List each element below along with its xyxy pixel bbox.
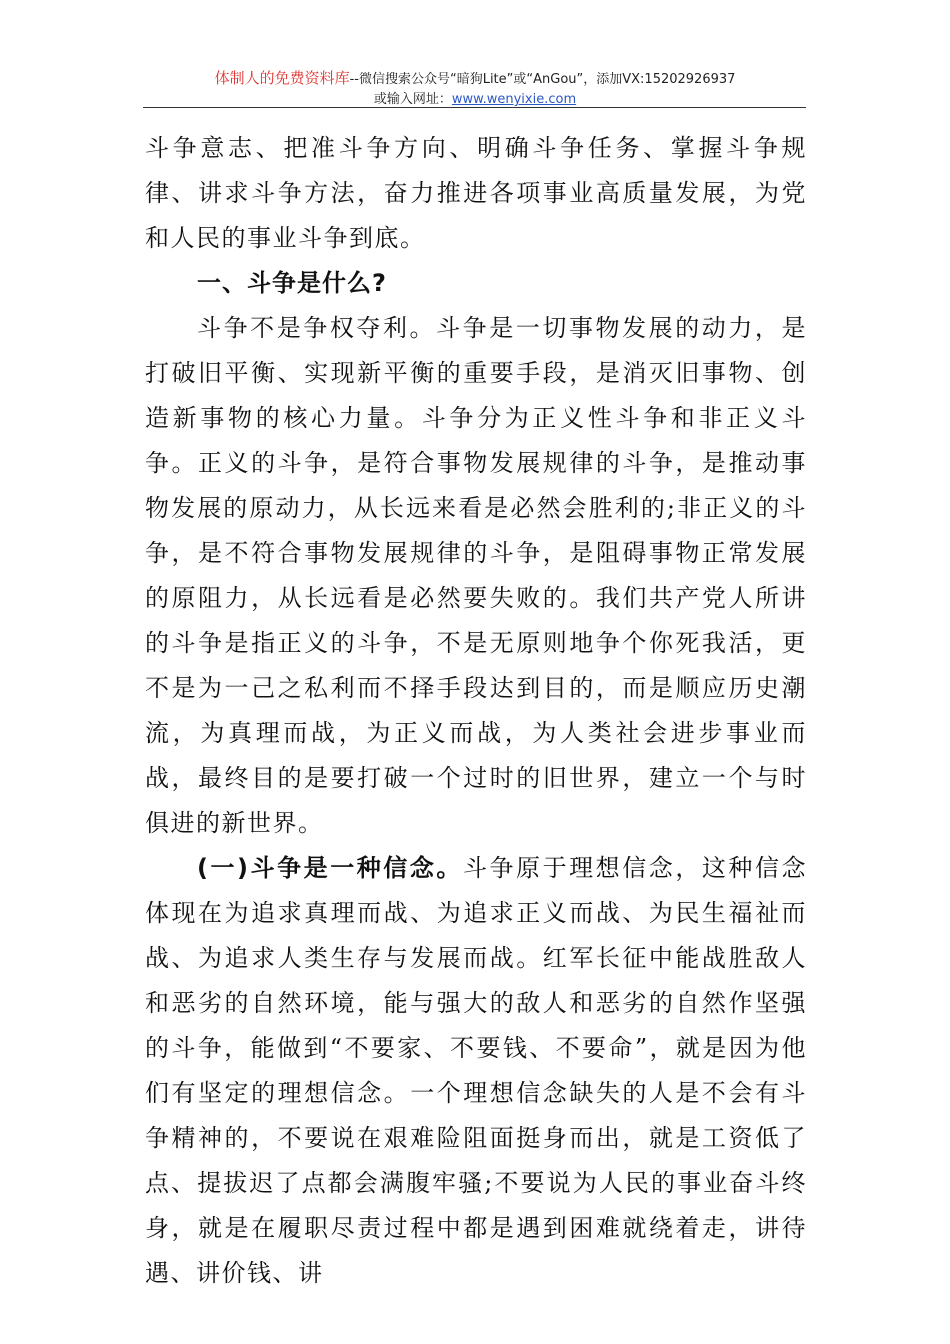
paragraph-3 <box>145 846 807 1296</box>
header-info: --微信搜索公众号“暗狗Lite”或“AnGou”，添加VX:15202926937 <box>349 72 736 87</box>
page-header <box>145 68 805 110</box>
header-brand: 体制人的免费资料库 <box>214 69 350 87</box>
subsection-heading-1: (一)斗争是一种信念。 <box>197 854 463 882</box>
header-line-1 <box>145 68 805 90</box>
section-heading-1: 一、斗争是什么? <box>197 269 387 297</box>
paragraph-2: 斗争不是争权夺利。斗争是一切事物发展的动力，是打破旧平衡、实现新平衡的重要手段，是消灭旧事物、创造新事物的核心力量。斗争分为正义性斗争和非正义斗争。正义的斗争，是符合事物发展规律的斗争，是推动事物发展的原动力，从长远来看是必然会胜利的;非正义的斗争，是不符合事物发展规律的斗争，是阻碍事物正常发展的原阻力，从长远看是必然要失败的。我们共产党人所讲的斗争是指正义的斗争，不是无原则地争个你死我活，更不是为一己之私利而不择手段达到目的，而是顺应历史潮流，为真理而战，为正义而战，为人类社会进步事业而战，最终目的是要打破一个过时的旧世界，建立一个与时俱进的新世界。 <box>145 314 807 837</box>
paragraph-1: 斗争意志、把准斗争方向、明确斗争任务、掌握斗争规律、讲求斗争方法，奋力推进各项事业高质量发展，为党和人民的事业斗争到底。 <box>145 134 807 252</box>
header-divider <box>143 107 806 108</box>
document-body <box>145 126 807 1296</box>
header-url-prefix: 或输入网址： <box>373 92 452 107</box>
paragraph-3-text: 斗争原于理想信念，这种信念体现在为追求真理而战、为追求正义而战、为民生福祉而战、为追求人类生存与发展而战。红军长征中能战胜敌人和恶劣的自然环境，能与强大的敌人和恶劣的自然作坚强的斗争，能做到“不要家、不要钱、不要命”，就是因为他们有坚定的理想信念。一个理想信念缺失的人是不会有斗争精神的，不要说在艰难险阻面挺身而出，就是工资低了点、提拔迟了点都会满腹牢骚;不要说为人民的事业奋斗终身，就是在履职尽责过程中都是遇到困难就绕着走，讲待遇、讲价钱、讲 <box>145 854 808 1287</box>
header-url-link[interactable]: www.wenyixie.com <box>451 92 577 107</box>
